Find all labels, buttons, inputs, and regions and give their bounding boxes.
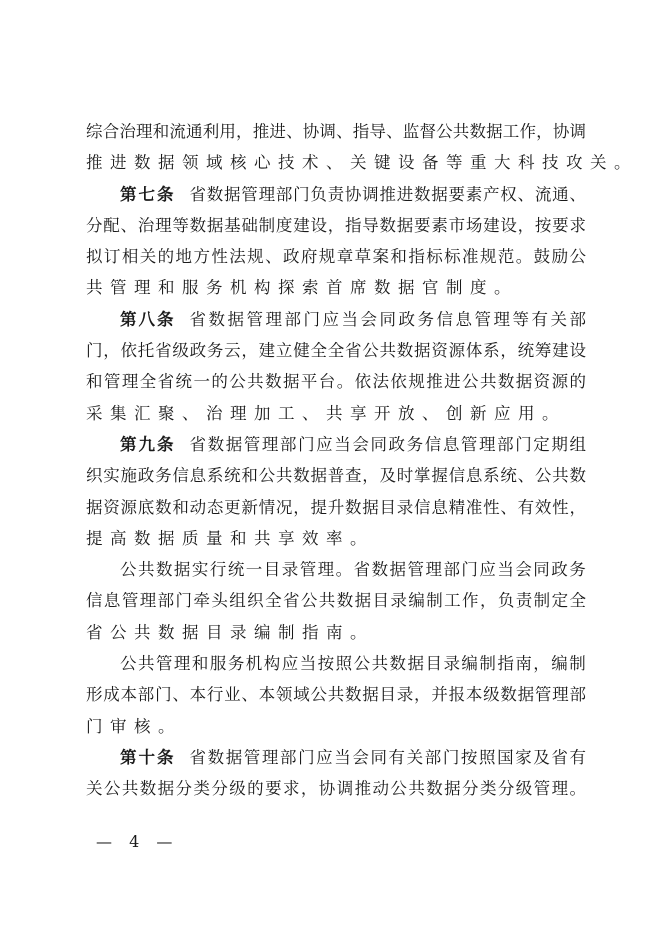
article-7-text: 省 数 据 管 理 部 门 负 责 协 调 推 进 数 据 要 素 产 权 、 流 通 、 <box>189 184 586 204</box>
article-10-first-line <box>86 742 586 773</box>
text-line: 织 实 施 政 务 信 息 系 统 和 公 共 数 据 普 查 ， 及 时 掌 握 信 息 系 统 、 公 共 数 <box>86 466 586 486</box>
text-line: 分 配 、 治 理 等 数 据 基 础 制 度 建 设 ， 指 导 数 据 要 素 市 场 建 设 ， 按 要 求 <box>86 215 586 235</box>
article-8-first-line <box>86 304 586 335</box>
text-line: 拟 订 相 关 的 地 方 性 法 规 、 政 府 规 章 草 案 和 指 标 标 准 规 范 。 鼓 励 公 <box>86 247 586 267</box>
article-10-text: 省 数 据 管 理 部 门 应 当 会 同 有 关 部 门 按 照 国 家 及 省 有 <box>189 747 586 767</box>
text-line: 省 公 共 数 据 目 录 编 制 指 南 。 <box>86 622 374 642</box>
body-text <box>86 116 638 805</box>
text-line: 信 息 管 理 部 门 牵 头 组 织 全 省 公 共 数 据 目 录 编 制 工 作 ， 负 责 制 定 全 <box>86 591 586 611</box>
article-9-text: 省 数 据 管 理 部 门 应 当 会 同 政 务 信 息 管 理 部 门 定 期 组 <box>189 434 586 454</box>
text-line: 提 高 数 据 质 量 和 共 享 效 率 。 <box>86 528 374 548</box>
text-line: 共 管 理 和 服 务 机 构 探 索 首 席 数 据 官 制 度 。 <box>86 278 518 298</box>
article-label-8: 第八条 <box>120 309 176 329</box>
text-line: 门 审 核 。 <box>86 716 182 736</box>
text-line: 公 共 数 据 实 行 统 一 目 录 管 理 。 省 数 据 管 理 部 门 应 当 会 同 政 务 <box>120 560 586 580</box>
article-9-first-line <box>86 429 586 460</box>
text-line: 综 合 治 理 和 流 通 利 用 ， 推 进 、 协 调 、 指 导 、 监 督 公 共 数 据 工 作 ， 协 调 <box>86 122 586 141</box>
page-number: — 4 — <box>96 832 179 851</box>
text-line: 门 ， 依 托 省 级 政 务 云 ， 建 立 健 全 全 省 公 共 数 据 资 源 体 系 ， 统 筹 建 设 <box>86 341 586 361</box>
text-line: 公 共 管 理 和 服 务 机 构 应 当 按 照 公 共 数 据 目 录 编 制 指 南 ， 编 制 <box>120 654 586 674</box>
article-label-10: 第十条 <box>120 747 176 767</box>
text-line: 形 成 本 部 门 、 本 行 业 、 本 领 域 公 共 数 据 目 录 ， 并 报 本 级 数 据 管 理 部 <box>86 685 586 705</box>
text-line: 关 公 共 数 据 分 类 分 级 的 要 求 ， 协 调 推 动 公 共 数 据 分 类 分 级 管 理 。 <box>86 779 586 799</box>
text-line: 采 集 汇 聚 、 治 理 加 工 、 共 享 开 放 、 创 新 应 用 。 <box>86 403 566 423</box>
text-line: 和 管 理 全 省 统 一 的 公 共 数 据 平 台 。 依 法 依 规 推 进 公 共 数 据 资 源 的 <box>86 372 586 392</box>
text-line: 推 进 数 据 领 域 核 心 技 术 、 关 键 设 备 等 重 大 科 技 攻 关 。 <box>86 153 638 173</box>
article-label-9: 第九条 <box>120 434 176 454</box>
article-label-7: 第七条 <box>120 184 176 204</box>
article-7-first-line <box>86 179 586 210</box>
text-line: 据 资 源 底 数 和 动 态 更 新 情 况 ， 提 升 数 据 目 录 信 息 精 准 性 、 有 效 性 ， <box>86 497 586 517</box>
article-8-text: 省 数 据 管 理 部 门 应 当 会 同 政 务 信 息 管 理 等 有 关 部 <box>189 309 586 329</box>
